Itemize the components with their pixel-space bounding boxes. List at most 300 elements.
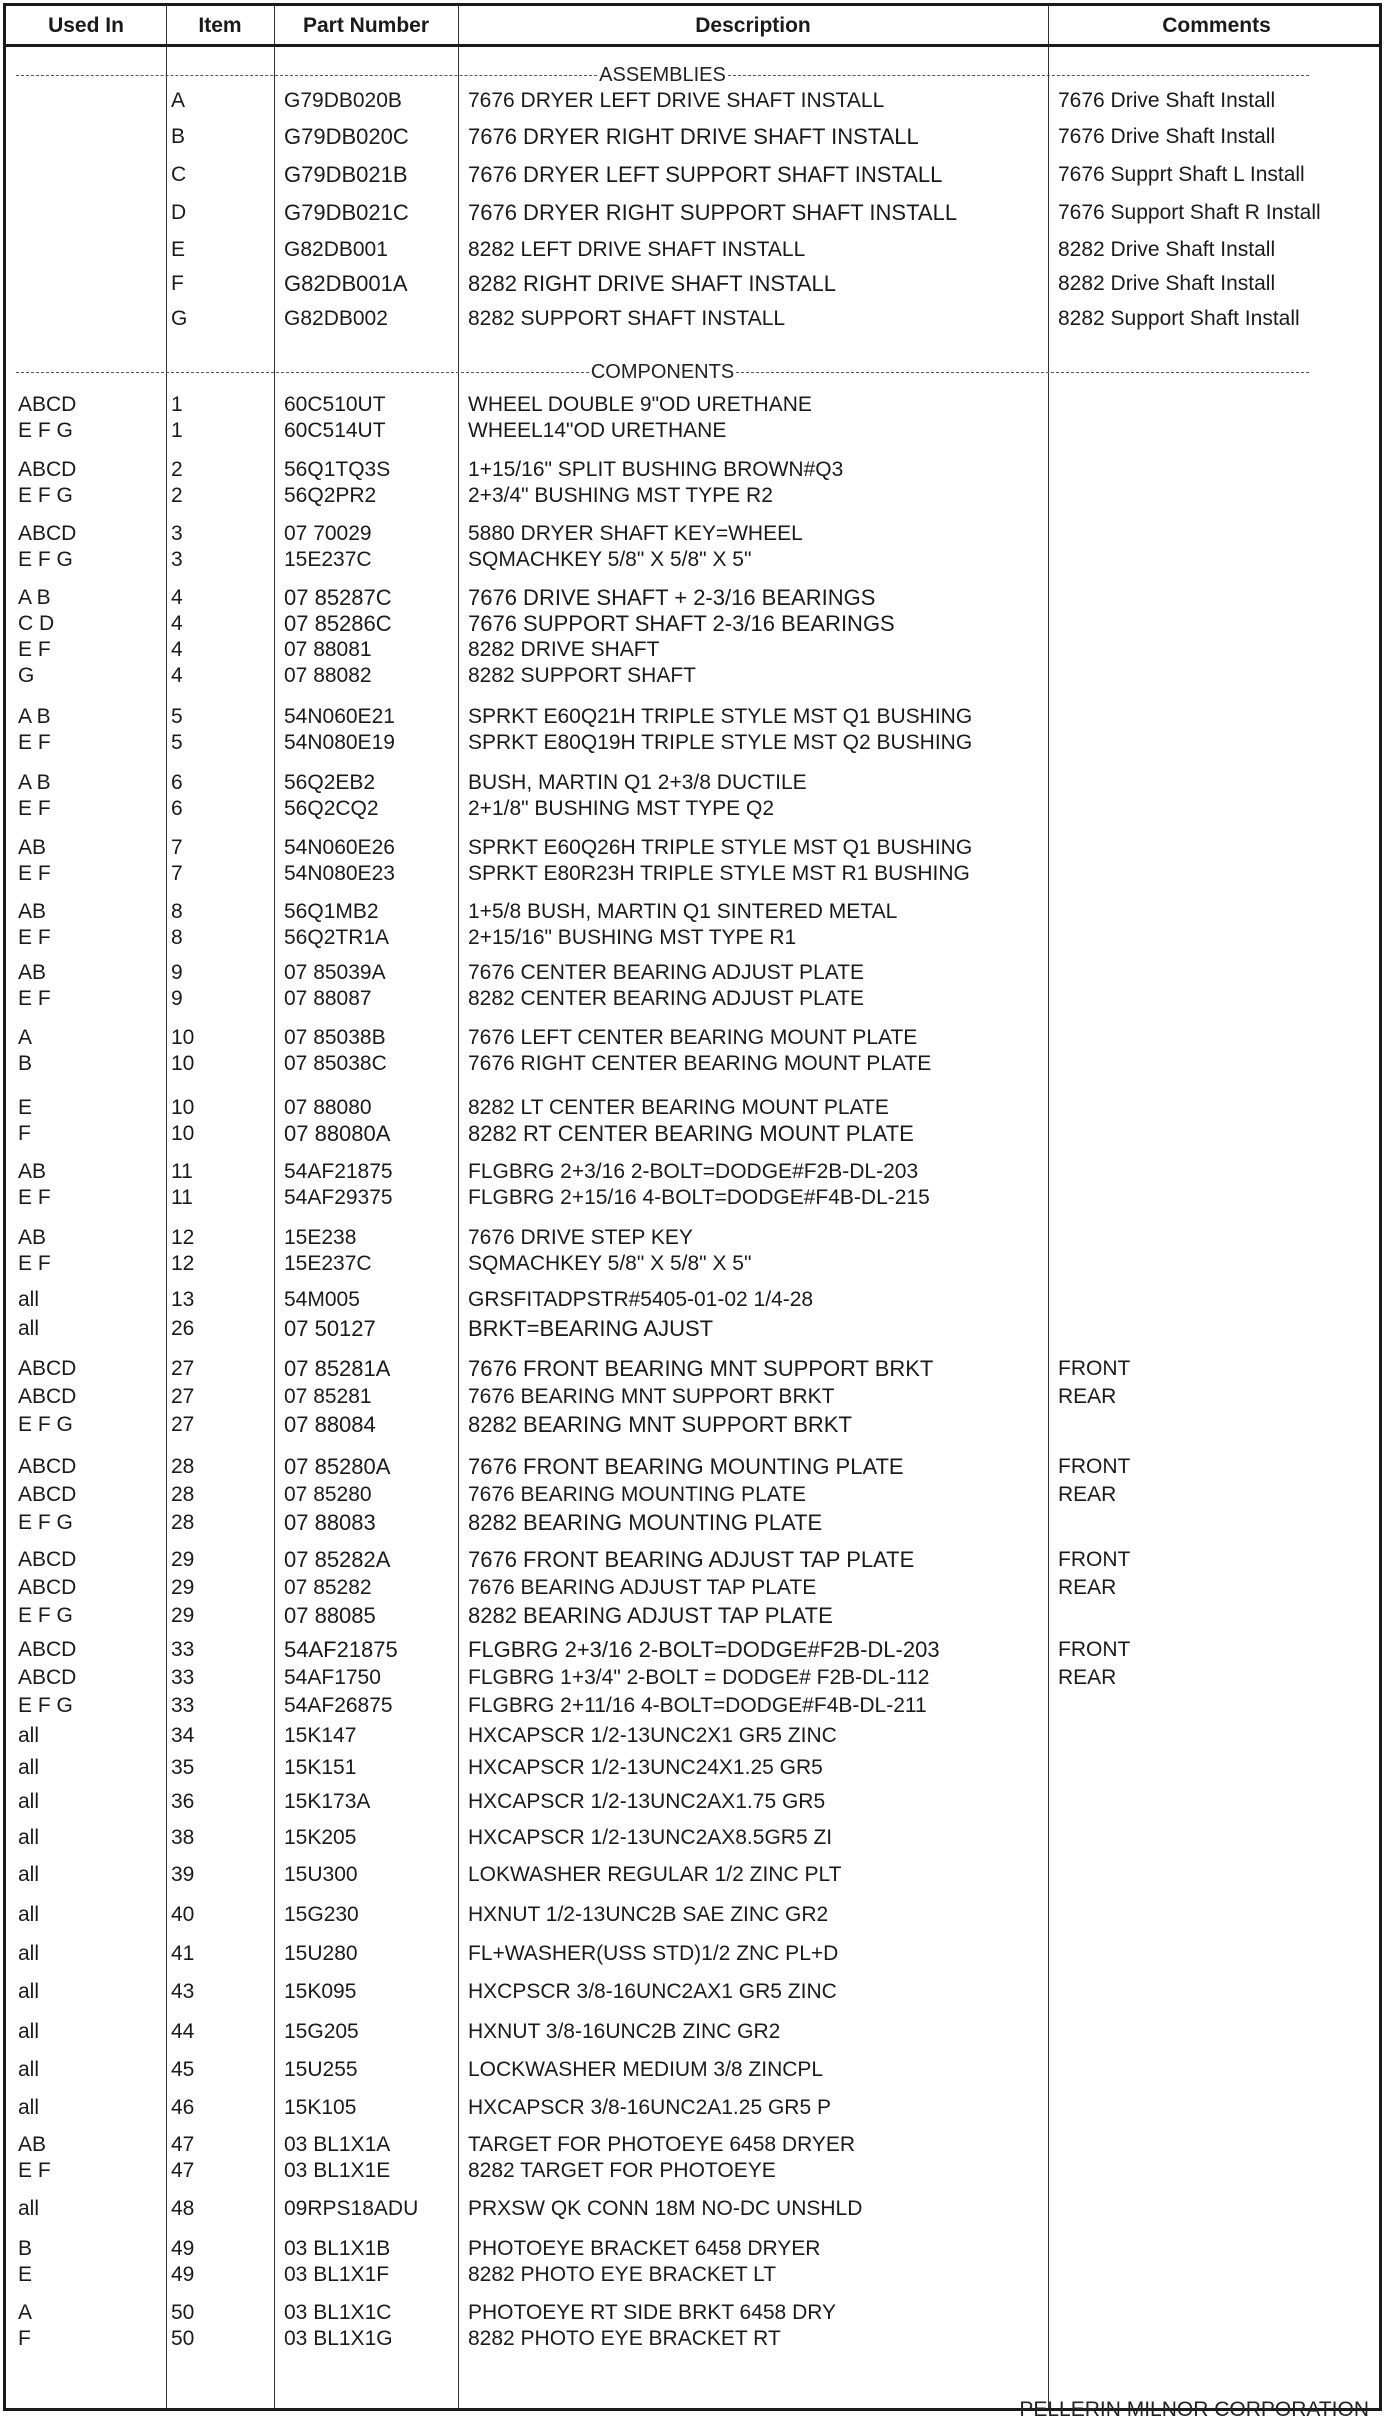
part-number-cell: 03 BL1X1C bbox=[284, 2301, 392, 2324]
part-number-cell: 07 88087 bbox=[284, 987, 372, 1010]
description-cell: 7676 CENTER BEARING ADJUST PLATE bbox=[468, 961, 865, 984]
description-cell: LOCKWASHER MEDIUM 3/8 ZINCPL bbox=[468, 2058, 824, 2081]
item-cell: 6 bbox=[171, 797, 183, 820]
description-cell: WHEEL14"OD URETHANE bbox=[468, 419, 727, 442]
used-in-cell: all bbox=[18, 1317, 40, 1340]
section-components bbox=[16, 359, 1309, 385]
item-cell: 34 bbox=[171, 1724, 195, 1747]
table-row bbox=[6, 2325, 1385, 2352]
table-row bbox=[6, 1754, 1385, 1781]
table-row bbox=[6, 1024, 1385, 1051]
part-number-cell: 15G230 bbox=[284, 1903, 359, 1926]
part-number-cell: 07 50127 bbox=[284, 1316, 376, 1341]
part-number-cell: 54AF26875 bbox=[284, 1694, 393, 1717]
item-cell: 4 bbox=[171, 638, 183, 661]
item-cell: 4 bbox=[171, 586, 183, 609]
table-row bbox=[6, 795, 1385, 822]
part-number-cell: 15K173A bbox=[284, 1790, 371, 1813]
used-in-cell: all bbox=[18, 1790, 40, 1813]
description-cell: 8282 TARGET FOR PHOTOEYE bbox=[468, 2159, 776, 2182]
used-in-cell: all bbox=[18, 1903, 40, 1926]
part-number-cell: G82DB001A bbox=[284, 271, 408, 296]
header-description: Description bbox=[695, 14, 811, 37]
used-in-cell: E F bbox=[18, 1252, 51, 1275]
item-cell: 7 bbox=[171, 836, 183, 859]
item-cell: 13 bbox=[171, 1288, 195, 1311]
item-cell: E bbox=[171, 238, 186, 261]
description-cell: LOKWASHER REGULAR 1/2 ZINC PLT bbox=[468, 1863, 842, 1886]
used-in-cell: G bbox=[18, 664, 35, 687]
used-in-cell: E bbox=[18, 2263, 33, 2286]
used-in-cell: all bbox=[18, 2197, 40, 2220]
used-in-cell: A B bbox=[18, 705, 51, 728]
item-cell: 49 bbox=[171, 2237, 195, 2260]
used-in-cell: E F bbox=[18, 797, 51, 820]
used-in-cell: all bbox=[18, 1942, 40, 1965]
description-cell: 8282 BEARING ADJUST TAP PLATE bbox=[468, 1603, 833, 1628]
item-cell: 3 bbox=[171, 548, 183, 571]
used-in-cell: all bbox=[18, 1826, 40, 1849]
item-cell: 9 bbox=[171, 961, 183, 984]
description-cell: HXCAPSCR 1/2-13UNC2X1 GR5 ZINC bbox=[468, 1724, 837, 1747]
part-number-cell: 15K105 bbox=[284, 2096, 357, 2119]
table-row bbox=[6, 2157, 1385, 2184]
part-number-cell: 54AF1750 bbox=[284, 1666, 381, 1689]
used-in-cell: ABCD bbox=[18, 522, 77, 545]
part-number-cell: 56Q2TR1A bbox=[284, 926, 390, 949]
table-row bbox=[6, 959, 1385, 986]
item-cell: 28 bbox=[171, 1455, 195, 1478]
used-in-cell: A bbox=[18, 1026, 33, 1049]
item-cell: 44 bbox=[171, 2020, 195, 2043]
table-row bbox=[6, 1315, 1385, 1342]
used-in-cell: E F bbox=[18, 987, 51, 1010]
part-number-cell: 56Q1MB2 bbox=[284, 900, 379, 923]
description-cell: 7676 FRONT BEARING MOUNTING PLATE bbox=[468, 1454, 904, 1479]
table-row bbox=[6, 703, 1385, 730]
description-cell: 7676 FRONT BEARING ADJUST TAP PLATE bbox=[468, 1547, 915, 1572]
used-in-cell: ABCD bbox=[18, 458, 77, 481]
description-cell: SPRKT E80Q19H TRIPLE STYLE MST Q2 BUSHING bbox=[468, 731, 973, 754]
part-number-cell: 54N080E19 bbox=[284, 731, 395, 754]
item-cell: 5 bbox=[171, 705, 183, 728]
table-row bbox=[6, 1120, 1385, 1147]
part-number-cell: G79DB021B bbox=[284, 162, 408, 187]
table-row bbox=[6, 729, 1385, 756]
comments-cell: REAR bbox=[1058, 1483, 1117, 1506]
table-row bbox=[6, 270, 1385, 297]
part-number-cell: G79DB021C bbox=[284, 200, 409, 225]
description-cell: 8282 LT CENTER BEARING MOUNT PLATE bbox=[468, 1096, 889, 1119]
item-cell: 47 bbox=[171, 2159, 195, 2182]
description-cell: 7676 DRYER LEFT SUPPORT SHAFT INSTALL bbox=[468, 162, 943, 187]
part-number-cell: 15U255 bbox=[284, 2058, 358, 2081]
table-row bbox=[6, 546, 1385, 573]
table-row bbox=[6, 482, 1385, 509]
part-number-cell: 07 85038B bbox=[284, 1026, 386, 1049]
description-cell: SPRKT E80R23H TRIPLE STYLE MST R1 BUSHING bbox=[468, 862, 970, 885]
part-number-cell: 15U280 bbox=[284, 1942, 358, 1965]
description-cell: 8282 PHOTO EYE BRACKET RT bbox=[468, 2327, 781, 2350]
used-in-cell: E F bbox=[18, 2159, 51, 2182]
table-row bbox=[6, 2094, 1385, 2121]
part-number-cell: 07 85280A bbox=[284, 1454, 391, 1479]
used-in-cell: C D bbox=[18, 612, 55, 635]
description-cell: 5880 DRYER SHAFT KEY=WHEEL bbox=[468, 522, 803, 545]
description-cell: 8282 SUPPORT SHAFT bbox=[468, 664, 696, 687]
part-number-cell: 56Q2PR2 bbox=[284, 484, 377, 507]
item-cell: 48 bbox=[171, 2197, 195, 2220]
section-label: COMPONENTS bbox=[590, 360, 735, 383]
description-cell: 2+3/4" BUSHING MST TYPE R2 bbox=[468, 484, 773, 507]
description-cell: HXCAPSCR 1/2-13UNC24X1.25 GR5 bbox=[468, 1756, 823, 1779]
table-row bbox=[6, 610, 1385, 637]
description-cell: TARGET FOR PHOTOEYE 6458 DRYER bbox=[468, 2133, 856, 2156]
item-cell: D bbox=[171, 201, 187, 224]
description-cell: GRSFITADPSTR#5405-01-02 1/4-28 bbox=[468, 1288, 814, 1311]
comments-cell: 8282 Drive Shaft Install bbox=[1058, 238, 1276, 261]
section-assemblies bbox=[16, 62, 1309, 88]
item-cell: 47 bbox=[171, 2133, 195, 2156]
table-row bbox=[6, 1788, 1385, 1815]
part-number-cell: 15K147 bbox=[284, 1724, 357, 1747]
item-cell: 5 bbox=[171, 731, 183, 754]
description-cell: 8282 DRIVE SHAFT bbox=[468, 638, 660, 661]
item-cell: 1 bbox=[171, 419, 183, 442]
table-row bbox=[6, 2056, 1385, 2083]
item-cell: 2 bbox=[171, 484, 183, 507]
part-number-cell: G82DB001 bbox=[284, 238, 388, 261]
item-cell: 11 bbox=[171, 1186, 193, 1209]
description-cell: FLGBRG 2+3/16 2-BOLT=DODGE#F2B-DL-203 bbox=[468, 1637, 940, 1662]
part-number-cell: 15E238 bbox=[284, 1226, 357, 1249]
description-cell: FLGBRG 2+15/16 4-BOLT=DODGE#F4B-DL-215 bbox=[468, 1186, 930, 1209]
description-cell: 8282 RIGHT DRIVE SHAFT INSTALL bbox=[468, 271, 837, 296]
comments-cell: 7676 Support Shaft R Install bbox=[1058, 201, 1321, 224]
used-in-cell: all bbox=[18, 1724, 40, 1747]
used-in-cell: ABCD bbox=[18, 393, 77, 416]
part-number-cell: 60C514UT bbox=[284, 419, 386, 442]
description-cell: 8282 RT CENTER BEARING MOUNT PLATE bbox=[468, 1121, 914, 1146]
used-in-cell: E F G bbox=[18, 1604, 73, 1627]
table-row bbox=[6, 236, 1385, 263]
table-row bbox=[6, 860, 1385, 887]
item-cell: 6 bbox=[171, 771, 183, 794]
description-cell: 1+15/16" SPLIT BUSHING BROWN#Q3 bbox=[468, 458, 844, 481]
part-number-cell: 07 88084 bbox=[284, 1412, 376, 1437]
used-in-cell: E F bbox=[18, 638, 51, 661]
used-in-cell: E bbox=[18, 1096, 33, 1119]
part-number-cell: 07 85286C bbox=[284, 611, 392, 636]
table-row bbox=[6, 1824, 1385, 1851]
description-cell: WHEEL DOUBLE 9"OD URETHANE bbox=[468, 393, 812, 416]
table-row bbox=[6, 199, 1385, 226]
description-cell: HXCAPSCR 3/8-16UNC2A1.25 GR5 P bbox=[468, 2096, 831, 2119]
description-cell: SQMACHKEY 5/8" X 5/8" X 5" bbox=[468, 1252, 752, 1275]
part-number-cell: 03 BL1X1E bbox=[284, 2159, 391, 2182]
item-cell: 46 bbox=[171, 2096, 195, 2119]
description-cell: 7676 BEARING ADJUST TAP PLATE bbox=[468, 1576, 817, 1599]
used-in-cell: all bbox=[18, 2058, 40, 2081]
part-number-cell: 56Q2CQ2 bbox=[284, 797, 379, 820]
table-row bbox=[6, 123, 1385, 150]
used-in-cell: all bbox=[18, 1863, 40, 1886]
table-row bbox=[6, 1383, 1385, 1410]
table-row bbox=[6, 1453, 1385, 1480]
item-cell: 33 bbox=[171, 1638, 195, 1661]
item-cell: 29 bbox=[171, 1576, 195, 1599]
table-row bbox=[6, 87, 1385, 114]
item-cell: 28 bbox=[171, 1483, 195, 1506]
table-row bbox=[6, 305, 1385, 332]
description-cell: 8282 PHOTO EYE BRACKET LT bbox=[468, 2263, 777, 2286]
description-cell: 7676 DRIVE SHAFT + 2-3/16 BEARINGS bbox=[468, 585, 876, 610]
description-cell: 8282 BEARING MNT SUPPORT BRKT bbox=[468, 1412, 852, 1437]
item-cell: 28 bbox=[171, 1511, 195, 1534]
used-in-cell: ABCD bbox=[18, 1385, 77, 1408]
used-in-cell: E F bbox=[18, 862, 51, 885]
description-cell: FLGBRG 2+3/16 2-BOLT=DODGE#F2B-DL-203 bbox=[468, 1160, 919, 1183]
part-number-cell: G79DB020B bbox=[284, 89, 402, 112]
comments-cell: 7676 Drive Shaft Install bbox=[1058, 125, 1276, 148]
description-cell: HXCPSCR 3/8-16UNC2AX1 GR5 ZINC bbox=[468, 1980, 837, 2003]
table-row bbox=[6, 1978, 1385, 2005]
table-row bbox=[6, 1355, 1385, 1382]
part-number-cell: G82DB002 bbox=[284, 307, 388, 330]
description-cell: HXCAPSCR 1/2-13UNC2AX1.75 GR5 bbox=[468, 1790, 826, 1813]
table-row bbox=[6, 636, 1385, 663]
header-item: Item bbox=[198, 14, 242, 37]
comments-cell: 8282 Support Shaft Install bbox=[1058, 307, 1300, 330]
used-in-cell: AB bbox=[18, 900, 47, 923]
item-cell: F bbox=[171, 272, 184, 295]
part-number-cell: 07 88083 bbox=[284, 1510, 376, 1535]
item-cell: 50 bbox=[171, 2327, 195, 2350]
item-cell: 12 bbox=[171, 1226, 195, 1249]
item-cell: 38 bbox=[171, 1826, 195, 1849]
part-number-cell: 54N060E21 bbox=[284, 705, 395, 728]
item-cell: 12 bbox=[171, 1252, 195, 1275]
description-cell: PHOTOEYE RT SIDE BRKT 6458 DRY bbox=[468, 2301, 837, 2324]
item-cell: 10 bbox=[171, 1052, 195, 1075]
used-in-cell: E F G bbox=[18, 1413, 73, 1436]
description-cell: 7676 DRYER RIGHT DRIVE SHAFT INSTALL bbox=[468, 124, 919, 149]
used-in-cell: all bbox=[18, 1288, 40, 1311]
table-row bbox=[6, 456, 1385, 483]
item-cell: 26 bbox=[171, 1317, 195, 1340]
item-cell: 27 bbox=[171, 1385, 195, 1408]
part-number-cell: 15K151 bbox=[284, 1756, 357, 1779]
item-cell: 8 bbox=[171, 926, 183, 949]
table-row bbox=[6, 1094, 1385, 1121]
description-cell: PRXSW QK CONN 18M NO-DC UNSHLD bbox=[468, 2197, 863, 2220]
table-row bbox=[6, 1901, 1385, 1928]
item-cell: 2 bbox=[171, 458, 183, 481]
description-cell: 7676 DRYER RIGHT SUPPORT SHAFT INSTALL bbox=[468, 200, 958, 225]
table-row bbox=[6, 1050, 1385, 1077]
part-number-cell: 07 85280 bbox=[284, 1483, 372, 1506]
parts-table bbox=[3, 3, 1382, 2411]
part-number-cell: 07 88081 bbox=[284, 638, 372, 661]
item-cell: 8 bbox=[171, 900, 183, 923]
description-cell: PHOTOEYE BRACKET 6458 DRYER bbox=[468, 2237, 821, 2260]
description-cell: SPRKT E60Q26H TRIPLE STYLE MST Q1 BUSHING bbox=[468, 836, 973, 859]
comments-cell: FRONT bbox=[1058, 1548, 1131, 1571]
item-cell: 7 bbox=[171, 862, 183, 885]
table-row bbox=[6, 924, 1385, 951]
part-number-cell: 15E237C bbox=[284, 548, 372, 571]
table-row bbox=[6, 1574, 1385, 1601]
used-in-cell: E F bbox=[18, 926, 51, 949]
item-cell: 10 bbox=[171, 1122, 195, 1145]
comments-cell: FRONT bbox=[1058, 1357, 1131, 1380]
table-row bbox=[6, 1158, 1385, 1185]
description-cell: 7676 BEARING MNT SUPPORT BRKT bbox=[468, 1385, 835, 1408]
table-row bbox=[6, 834, 1385, 861]
table-row bbox=[6, 161, 1385, 188]
table-row bbox=[6, 2235, 1385, 2262]
item-cell: 41 bbox=[171, 1942, 195, 1965]
description-cell: 2+1/8" BUSHING MST TYPE Q2 bbox=[468, 797, 775, 820]
used-in-cell: B bbox=[18, 2237, 33, 2260]
part-number-cell: 60C510UT bbox=[284, 393, 386, 416]
item-cell: G bbox=[171, 307, 188, 330]
item-cell: 27 bbox=[171, 1357, 195, 1380]
item-cell: 39 bbox=[171, 1863, 195, 1886]
comments-cell: FRONT bbox=[1058, 1455, 1131, 1478]
description-cell: SQMACHKEY 5/8" X 5/8" X 5" bbox=[468, 548, 752, 571]
part-number-cell: 15U300 bbox=[284, 1863, 358, 1886]
item-cell: 50 bbox=[171, 2301, 195, 2324]
part-number-cell: 07 88085 bbox=[284, 1603, 376, 1628]
table-row bbox=[6, 1602, 1385, 1629]
table-row bbox=[6, 520, 1385, 547]
used-in-cell: E F bbox=[18, 1186, 51, 1209]
item-cell: 10 bbox=[171, 1096, 195, 1119]
description-cell: 7676 FRONT BEARING MNT SUPPORT BRKT bbox=[468, 1356, 934, 1381]
part-number-cell: 15E237C bbox=[284, 1252, 372, 1275]
table-row bbox=[6, 1224, 1385, 1251]
table-row bbox=[6, 1664, 1385, 1691]
description-cell: SPRKT E60Q21H TRIPLE STYLE MST Q1 BUSHING bbox=[468, 705, 973, 728]
used-in-cell: AB bbox=[18, 961, 47, 984]
item-cell: 27 bbox=[171, 1413, 195, 1436]
item-cell: 29 bbox=[171, 1604, 195, 1627]
used-in-cell: F bbox=[18, 1122, 31, 1145]
part-number-cell: 56Q2EB2 bbox=[284, 771, 376, 794]
part-number-cell: 07 85038C bbox=[284, 1052, 387, 1075]
table-row bbox=[6, 1692, 1385, 1719]
description-cell: 7676 RIGHT CENTER BEARING MOUNT PLATE bbox=[468, 1052, 932, 1075]
item-cell: 1 bbox=[171, 393, 183, 416]
table-row bbox=[6, 1250, 1385, 1277]
item-cell: 36 bbox=[171, 1790, 195, 1813]
used-in-cell: all bbox=[18, 2096, 40, 2119]
description-cell: FLGBRG 2+11/16 4-BOLT=DODGE#F4B-DL-211 bbox=[468, 1694, 927, 1717]
used-in-cell: AB bbox=[18, 2133, 47, 2156]
description-cell: HXCAPSCR 1/2-13UNC2AX8.5GR5 ZI bbox=[468, 1826, 833, 1849]
description-cell: BUSH, MARTIN Q1 2+3/8 DUCTILE bbox=[468, 771, 807, 794]
part-number-cell: 56Q1TQ3S bbox=[284, 458, 391, 481]
used-in-cell: E F bbox=[18, 731, 51, 754]
table-row bbox=[6, 2018, 1385, 2045]
description-cell: 7676 DRIVE STEP KEY bbox=[468, 1226, 693, 1249]
table-row bbox=[6, 769, 1385, 796]
used-in-cell: AB bbox=[18, 1160, 47, 1183]
table-row bbox=[6, 584, 1385, 611]
item-cell: 4 bbox=[171, 612, 183, 635]
table-row bbox=[6, 2299, 1385, 2326]
used-in-cell: AB bbox=[18, 1226, 47, 1249]
description-cell: 8282 LEFT DRIVE SHAFT INSTALL bbox=[468, 238, 806, 261]
part-number-cell: 07 85039A bbox=[284, 961, 386, 984]
table-row bbox=[6, 2261, 1385, 2288]
used-in-cell: ABCD bbox=[18, 1548, 77, 1571]
item-cell: 29 bbox=[171, 1548, 195, 1571]
description-cell: 7676 SUPPORT SHAFT 2-3/16 BEARINGS bbox=[468, 611, 895, 636]
part-number-cell: 07 85282A bbox=[284, 1547, 391, 1572]
table-row bbox=[6, 1411, 1385, 1438]
part-number-cell: 07 85287C bbox=[284, 585, 392, 610]
table-row bbox=[6, 417, 1385, 444]
used-in-cell: E F G bbox=[18, 419, 73, 442]
used-in-cell: ABCD bbox=[18, 1576, 77, 1599]
used-in-cell: all bbox=[18, 1756, 40, 1779]
comments-cell: 7676 Supprt Shaft L Install bbox=[1058, 163, 1305, 186]
used-in-cell: B bbox=[18, 1052, 33, 1075]
item-cell: 35 bbox=[171, 1756, 195, 1779]
part-number-cell: 54AF21875 bbox=[284, 1160, 393, 1183]
used-in-cell: E F G bbox=[18, 1694, 73, 1717]
description-cell: BRKT=BEARING AJUST bbox=[468, 1316, 714, 1341]
table-row bbox=[6, 1722, 1385, 1749]
used-in-cell: ABCD bbox=[18, 1357, 77, 1380]
item-cell: 33 bbox=[171, 1666, 195, 1689]
comments-cell: REAR bbox=[1058, 1385, 1117, 1408]
description-cell: 7676 BEARING MOUNTING PLATE bbox=[468, 1483, 807, 1506]
part-number-cell: 07 88080 bbox=[284, 1096, 372, 1119]
item-cell: B bbox=[171, 125, 186, 148]
table-row bbox=[6, 1861, 1385, 1888]
description-cell: FLGBRG 1+3/4" 2-BOLT = DODGE# F2B-DL-112 bbox=[468, 1666, 930, 1689]
part-number-cell: 03 BL1X1A bbox=[284, 2133, 391, 2156]
part-number-cell: 07 88082 bbox=[284, 664, 372, 687]
part-number-cell: 54AF29375 bbox=[284, 1186, 393, 1209]
description-cell: HXNUT 3/8-16UNC2B ZINC GR2 bbox=[468, 2020, 781, 2043]
part-number-cell: 15G205 bbox=[284, 2020, 359, 2043]
table-row bbox=[6, 1636, 1385, 1663]
used-in-cell: E F G bbox=[18, 484, 73, 507]
footer-company: PELLERIN MILNOR CORPORATION bbox=[1019, 2398, 1369, 2421]
item-cell: C bbox=[171, 163, 187, 186]
description-cell: 8282 CENTER BEARING ADJUST PLATE bbox=[468, 987, 865, 1010]
header-part-number: Part Number bbox=[302, 14, 430, 37]
comments-cell: REAR bbox=[1058, 1666, 1117, 1689]
table-row bbox=[6, 2131, 1385, 2158]
header-comments: Comments bbox=[1162, 14, 1271, 37]
description-cell: 8282 BEARING MOUNTING PLATE bbox=[468, 1510, 823, 1535]
description-cell: 2+15/16" BUSHING MST TYPE R1 bbox=[468, 926, 797, 949]
comments-cell: REAR bbox=[1058, 1576, 1117, 1599]
description-cell: 1+5/8 BUSH, MARTIN Q1 SINTERED METAL bbox=[468, 900, 898, 923]
comments-cell: 7676 Drive Shaft Install bbox=[1058, 89, 1276, 112]
item-cell: 43 bbox=[171, 1980, 195, 2003]
part-number-cell: 54N080E23 bbox=[284, 862, 395, 885]
table-row bbox=[6, 1481, 1385, 1508]
part-number-cell: 54M005 bbox=[284, 1288, 360, 1311]
used-in-cell: A bbox=[18, 2301, 33, 2324]
used-in-cell: A B bbox=[18, 586, 51, 609]
